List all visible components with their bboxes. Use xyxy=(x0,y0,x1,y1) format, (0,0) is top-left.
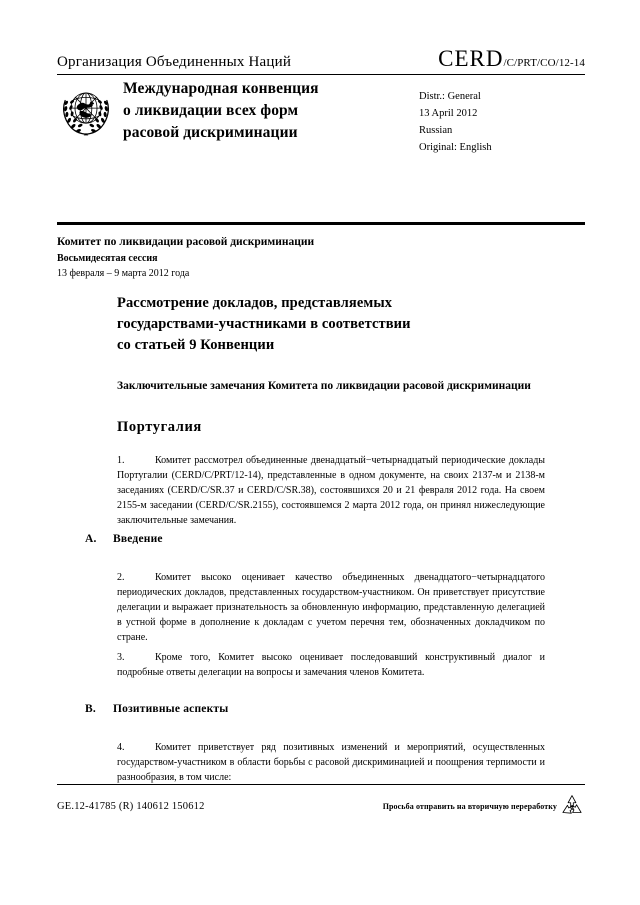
convention-title xyxy=(123,78,413,144)
document-language: Russian xyxy=(419,125,453,136)
paragraph-2-number: 2. xyxy=(117,572,125,583)
recycle-text: Просьба отправить на вторичную переработку xyxy=(382,801,557,811)
document-heading-line-3: со статьей 9 Конвенции xyxy=(117,337,275,354)
paragraph-1 xyxy=(117,453,545,528)
committee-name: Комитет по ликвидации расовой дискриминации xyxy=(57,236,315,248)
convention-title-line-2: о ликвидации всех форм xyxy=(123,102,299,119)
main-content xyxy=(117,293,545,528)
masthead xyxy=(57,46,585,75)
document-heading-line-1: Рассмотрение докладов, представляемых xyxy=(117,295,393,311)
separator-line xyxy=(57,222,585,225)
masthead-rule xyxy=(57,74,585,75)
paragraph-4 xyxy=(117,740,545,785)
recycle-notice xyxy=(383,793,585,819)
distribution-type: Distr.: General xyxy=(419,91,481,102)
footer-separator-line xyxy=(57,784,585,785)
section-a-title: Введение xyxy=(113,533,163,545)
paragraph-3-text: Кроме того, Комитет высоко оценивает последовавший конструктивный диалог и подробные ответы делегации на вопросы и замечания членов Комитета. xyxy=(117,652,545,678)
document-subheading: Заключительные замечания Комитета по ликвидации расовой дискриминации xyxy=(117,380,531,393)
convention-title-line-3: расовой дискриминации xyxy=(123,124,298,141)
paragraph-4-number: 4. xyxy=(117,742,125,753)
country-heading: Португалия xyxy=(117,418,202,435)
paragraph-2-text: Комитет высоко оценивает качество объединенных двенадцатого−четырнадцатого периодических докладов, представленных государством-участником. Он приветствует присутствие делегации и выражает признательность за обновленную информацию, представленную делегацией в устной форме в дополнение к докладам с учетом перечня тем, обозначенных докладчиком по стране. xyxy=(117,572,545,643)
document-heading xyxy=(117,293,545,356)
paragraph-4-text: Комитет приветствует ряд позитивных изменений и мероприятий, осуществленных государством-участником в области борьбы с расовой дискриминацией и поощрения терпимости и разнообразия, в том числе: xyxy=(117,742,545,783)
document-heading-line-2: государствами-участниками в соответствии xyxy=(117,316,411,333)
section-b-heading xyxy=(85,703,228,715)
paragraph-3 xyxy=(117,650,545,680)
distribution-block xyxy=(419,78,492,156)
committee-dates: 13 февраля – 9 марта 2012 года xyxy=(57,267,190,279)
convention-title-line-1: Международная конвенция xyxy=(123,80,319,97)
footer-rule xyxy=(57,784,585,785)
document-date: 13 April 2012 xyxy=(419,108,478,119)
paragraph-2 xyxy=(117,570,545,645)
paragraph-3-number: 3. xyxy=(117,652,125,663)
page-footer xyxy=(57,793,585,819)
recycle-icon xyxy=(559,793,585,819)
title-zone xyxy=(57,78,585,156)
document-symbol xyxy=(438,46,585,72)
job-number: GE.12-41785 (R) 140612 150612 xyxy=(57,800,205,812)
paragraph-1-text: Комитет рассмотрел объединенные двенадцатый−четырнадцатый периодические доклады Португалии (CERD/C/PRT/12-14), представленные в одном документе, на своих 2137-м и 2138-м заседаниях (CERD/C/SR.37 и CERD/C/SR.38), состоявшихся 20 и 21 февраля 2012 года. На своем 2155-м заседании (CERD/C/SR.2155), состоявшемся 2 марта 2012 года, он принял нижеследующие заключительные замечания. xyxy=(117,454,545,526)
section-b-letter: B. xyxy=(85,703,96,715)
committee-session: Восьмидесятая сессия xyxy=(57,252,158,264)
header-separator-rule xyxy=(57,222,585,225)
section-a-heading xyxy=(85,533,163,545)
committee-block xyxy=(57,234,585,281)
paragraph-1-number: 1. xyxy=(117,454,125,466)
section-a-letter: A. xyxy=(85,533,97,545)
organization-name: Организация Объединенных Наций xyxy=(57,54,292,70)
un-emblem-icon xyxy=(57,82,115,140)
document-symbol-main: CERD xyxy=(438,46,504,71)
original-language: Original: English xyxy=(419,142,492,153)
section-b-title: Позитивные аспекты xyxy=(113,703,229,715)
document-symbol-suffix: /C/PRT/CO/12-14 xyxy=(503,57,585,69)
masthead-row xyxy=(57,46,585,74)
